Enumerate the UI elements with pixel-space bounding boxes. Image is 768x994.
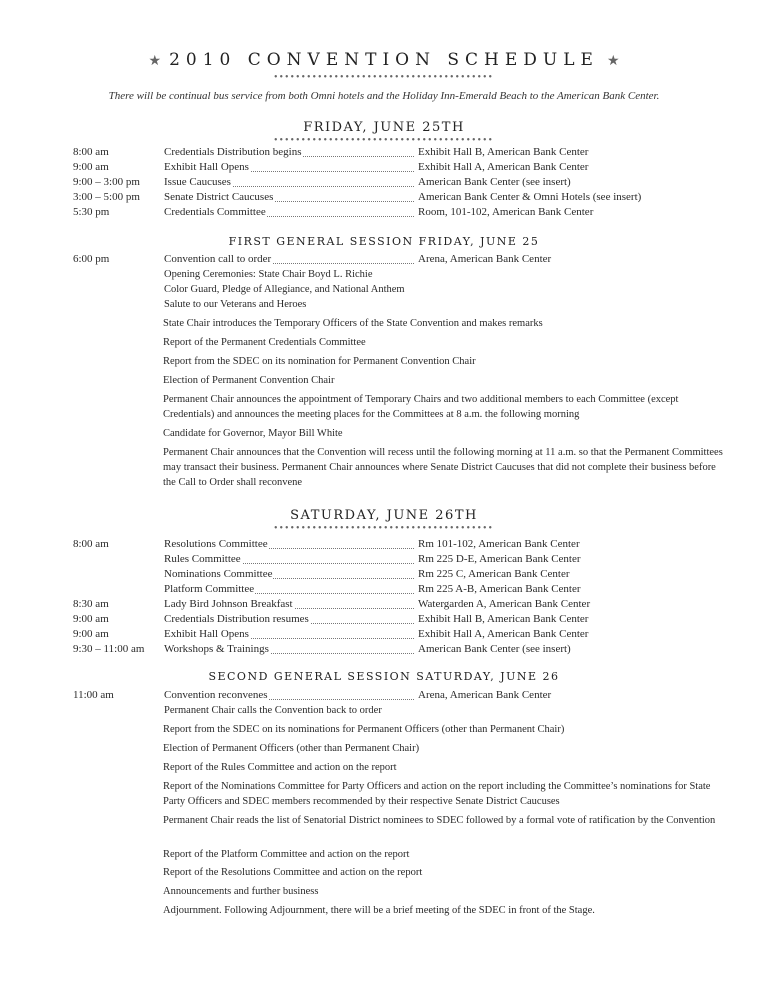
row-event: Rules Committee bbox=[164, 553, 241, 565]
row-time: 9:30 – 11:00 am bbox=[73, 643, 145, 655]
session-line: Color Guard, Pledge of Allegiance, and National Anthem bbox=[164, 284, 405, 295]
session-line: Salute to our Veterans and Heroes bbox=[164, 299, 307, 310]
agenda-item: Permanent Chair calls the Convention back to order bbox=[164, 705, 382, 716]
row-time: 9:00 am bbox=[73, 628, 109, 640]
row-event: Nominations Committee bbox=[164, 568, 273, 580]
agenda-item: Report of the Resolutions Committee and action on the report bbox=[163, 867, 423, 878]
title-divider: •••••••••••••••••••••••••••••••••••••••• bbox=[273, 72, 495, 83]
schedule-row bbox=[0, 567, 768, 582]
row-event: Credentials Committee bbox=[164, 206, 266, 218]
row-location: Rm 225 C, American Bank Center bbox=[418, 568, 570, 580]
row-location: Arena, American Bank Center bbox=[418, 689, 552, 701]
agenda-item: Report of the Rules Committee and action on the report bbox=[163, 762, 397, 773]
saturday-divider: •••••••••••••••••••••••••••••••••••••••• bbox=[273, 523, 495, 534]
agenda-item: Report of the Nominations Committee for Party Officers and action on the report including the Committee’s nominations for State Party Officers and SDEC members recommended by their respective Senate District Caucuses bbox=[163, 781, 711, 807]
row-time: 9:00 – 3:00 pm bbox=[73, 176, 140, 188]
row-event: Senate District Caucuses bbox=[164, 191, 274, 203]
row-location: Exhibit Hall B, American Bank Center bbox=[418, 613, 589, 625]
schedule-row bbox=[0, 597, 768, 612]
schedule-row bbox=[0, 612, 768, 627]
schedule-row bbox=[0, 552, 768, 567]
schedule-row bbox=[0, 642, 768, 657]
row-location: Arena, American Bank Center bbox=[418, 253, 552, 265]
row-event: Exhibit Hall Opens bbox=[164, 161, 249, 173]
schedule-row bbox=[0, 190, 768, 205]
row-location: American Bank Center & Omni Hotels (see insert) bbox=[418, 191, 642, 203]
agenda-item: Report of the Permanent Credentials Committee bbox=[163, 337, 366, 348]
row-location: Watergarden A, American Bank Center bbox=[418, 598, 591, 610]
row-time: 8:30 am bbox=[73, 598, 109, 610]
agenda-item: Announcements and further business bbox=[163, 886, 319, 897]
row-time: 11:00 am bbox=[73, 689, 114, 701]
row-time: 6:00 pm bbox=[73, 253, 110, 265]
agenda-item: State Chair introduces the Temporary Officers of the State Convention and makes remarks bbox=[163, 318, 543, 329]
row-event: Convention call to order bbox=[164, 253, 272, 265]
agenda-item: Adjournment. Following Adjournment, there will be a brief meeting of the SDEC in front of the Stage. bbox=[163, 905, 595, 916]
schedule-row bbox=[0, 175, 768, 190]
agenda-item: Report from the SDEC on its nomination for Permanent Convention Chair bbox=[163, 356, 476, 367]
title-text: 2010 CONVENTION SCHEDULE bbox=[169, 50, 599, 70]
row-location: Exhibit Hall A, American Bank Center bbox=[418, 628, 589, 640]
saturday-heading: SATURDAY, JUNE 26TH bbox=[290, 508, 478, 523]
schedule-row bbox=[0, 627, 768, 642]
agenda-item: Permanent Chair announces that the Convention will recess until the following morning at 11 a.m. so that the Permanent Committees may transact their business. Permanent Chair announces where Senate District Caucuses that did not complete their business before the Call to Order shall reconvene bbox=[163, 447, 723, 488]
row-event: Credentials Distribution resumes bbox=[164, 613, 309, 625]
row-event: Resolutions Committee bbox=[164, 538, 268, 550]
row-event: Workshops & Trainings bbox=[164, 643, 269, 655]
row-time: 5:30 pm bbox=[73, 206, 110, 218]
schedule-row bbox=[0, 582, 768, 597]
session-line: Opening Ceremonies: State Chair Boyd L. Richie bbox=[164, 269, 373, 280]
row-event: Convention reconvenes bbox=[164, 689, 268, 701]
row-event: Issue Caucuses bbox=[164, 176, 231, 188]
agenda-item: Election of Permanent Officers (other than Permanent Chair) bbox=[163, 743, 420, 754]
first-session-heading: FIRST GENERAL SESSION FRIDAY, JUNE 25 bbox=[228, 235, 540, 248]
friday-heading: FRIDAY, JUNE 25TH bbox=[303, 120, 465, 135]
row-location: Rm 225 A-B, American Bank Center bbox=[418, 583, 581, 595]
schedule-row bbox=[0, 688, 768, 703]
page-title bbox=[0, 50, 768, 70]
row-event: Credentials Distribution begins bbox=[164, 146, 302, 158]
row-time: 8:00 am bbox=[73, 538, 109, 550]
row-location: American Bank Center (see insert) bbox=[418, 643, 571, 655]
row-event: Exhibit Hall Opens bbox=[164, 628, 249, 640]
agenda-item: Report of the Platform Committee and action on the report bbox=[163, 849, 410, 860]
star-left-icon: ★ bbox=[148, 53, 162, 69]
row-location: Exhibit Hall A, American Bank Center bbox=[418, 161, 589, 173]
row-location: Room, 101-102, American Bank Center bbox=[418, 206, 594, 218]
row-location: Rm 101-102, American Bank Center bbox=[418, 538, 580, 550]
bus-service-note: There will be continual bus service from both Omni hotels and the Holiday Inn-Emerald Beach to the American Bank Center. bbox=[108, 90, 660, 102]
agenda-item: Report from the SDEC on its nominations for Permanent Officers (other than Permanent Chair) bbox=[163, 724, 565, 735]
agenda-item: Candidate for Governor, Mayor Bill White bbox=[163, 428, 343, 439]
schedule-row bbox=[0, 160, 768, 175]
star-right-icon: ★ bbox=[606, 53, 620, 69]
schedule-row bbox=[0, 145, 768, 160]
second-session-heading: SECOND GENERAL SESSION SATURDAY, JUNE 26 bbox=[208, 670, 560, 683]
agenda-item: Permanent Chair announces the appointment of Temporary Chairs and two additional members to each Committee (except Credentials) and announces the meeting places for the Committees at 8 a.m. the following morning bbox=[163, 394, 679, 420]
row-location: Exhibit Hall B, American Bank Center bbox=[418, 146, 589, 158]
row-time: 9:00 am bbox=[73, 161, 109, 173]
friday-divider: •••••••••••••••••••••••••••••••••••••••• bbox=[273, 135, 495, 146]
schedule-row bbox=[0, 537, 768, 552]
agenda-item: Election of Permanent Convention Chair bbox=[163, 375, 335, 386]
row-time: 3:00 – 5:00 pm bbox=[73, 191, 140, 203]
row-event: Platform Committee bbox=[164, 583, 255, 595]
schedule-row bbox=[0, 205, 768, 220]
agenda-item: Permanent Chair reads the list of Senatorial District nominees to SDEC followed by a formal vote of ratification by the Convention bbox=[163, 815, 716, 826]
row-location: American Bank Center (see insert) bbox=[418, 176, 571, 188]
row-time: 8:00 am bbox=[73, 146, 109, 158]
row-location: Rm 225 D-E, American Bank Center bbox=[418, 553, 581, 565]
row-event: Lady Bird Johnson Breakfast bbox=[164, 598, 293, 610]
row-time: 9:00 am bbox=[73, 613, 109, 625]
schedule-row bbox=[0, 252, 768, 267]
